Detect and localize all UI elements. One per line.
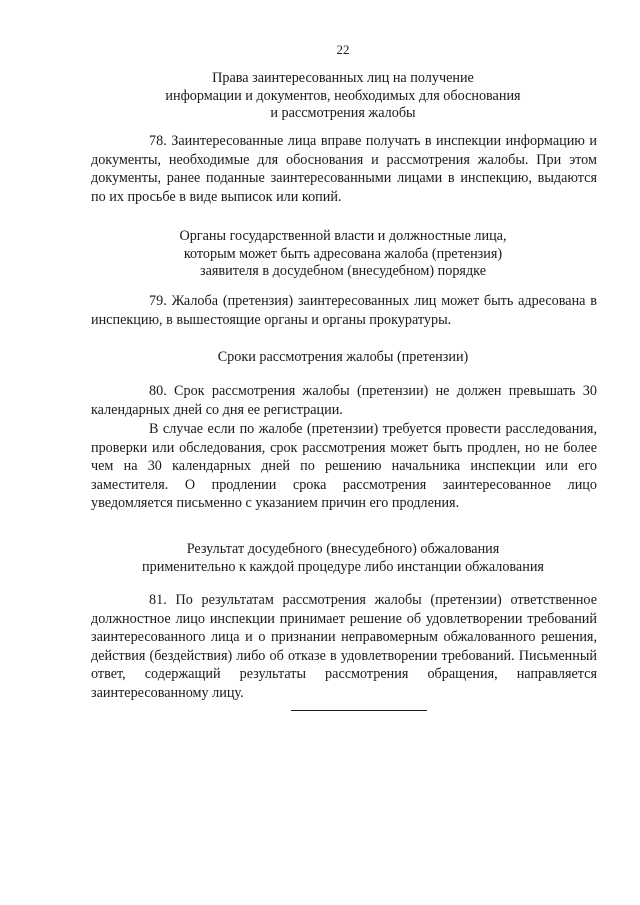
heading-line: Сроки рассмотрения жалобы (претензии)	[217, 349, 469, 365]
paragraph-78: 78. Заинтересованные лица вправе получать в инспекции информацию и документы, необходимые для обоснования и рассмотрения жалобы. При этом документы, ранее поданные заинтересованными лицами в инспекцию, выдаются по их просьбе в виде выписок или копий.	[91, 133, 597, 205]
heading-line: Права заинтересованных лиц на получение	[212, 70, 474, 86]
section-heading-rights	[0, 70, 640, 123]
paragraph-81: 81. По результатам рассмотрения жалобы (претензии) ответственное должностное лицо инспекции принимает решение об удовлетворении требований заинтересованного лица и о признании неправомерным обжалованного решения, действия (бездействия) либо об отказе в удовлетворении требований. Письменный ответ, содержащий результаты рассмотрения обращения, направляется заинтересованному лицу.	[91, 592, 597, 701]
section-heading-result	[0, 541, 640, 576]
end-rule	[291, 710, 427, 711]
heading-line: и рассмотрения жалобы	[270, 105, 416, 121]
heading-line: применительно к каждой процедуре либо инстанции обжалования	[142, 558, 544, 575]
heading-line: заявителя в досудебном (внесудебном) порядке	[200, 263, 486, 279]
heading-line: Результат досудебного (внесудебного) обжалования	[186, 541, 500, 557]
page-number: 22	[336, 42, 350, 57]
paragraph-79: 79. Жалоба (претензия) заинтересованных лиц может быть адресована в инспекцию, в вышестоящие органы и органы прокуратуры.	[91, 293, 597, 328]
section-heading-authorities	[0, 228, 640, 281]
paragraph-80: 80. Срок рассмотрения жалобы (претензии) не должен превышать 30 календарных дней со дня ее регистрации.	[91, 383, 597, 418]
heading-line: которым может быть адресована жалоба (претензия)	[183, 245, 503, 262]
heading-line: Органы государственной власти и должностные лица,	[179, 228, 507, 244]
heading-line: информации и документов, необходимых для обоснования	[165, 87, 521, 104]
section-heading-terms	[0, 349, 640, 367]
paragraph-80-extension: В случае если по жалобе (претензии) требуется провести расследования, проверки или обследования, срок рассмотрения может быть продлен, но не более чем на 30 календарных дней по решению начальника инспекции или его заместителя. О продлении срока рассмотрения заинтересованное лицо уведомляется письменно с указанием причин его продления.	[91, 421, 597, 512]
